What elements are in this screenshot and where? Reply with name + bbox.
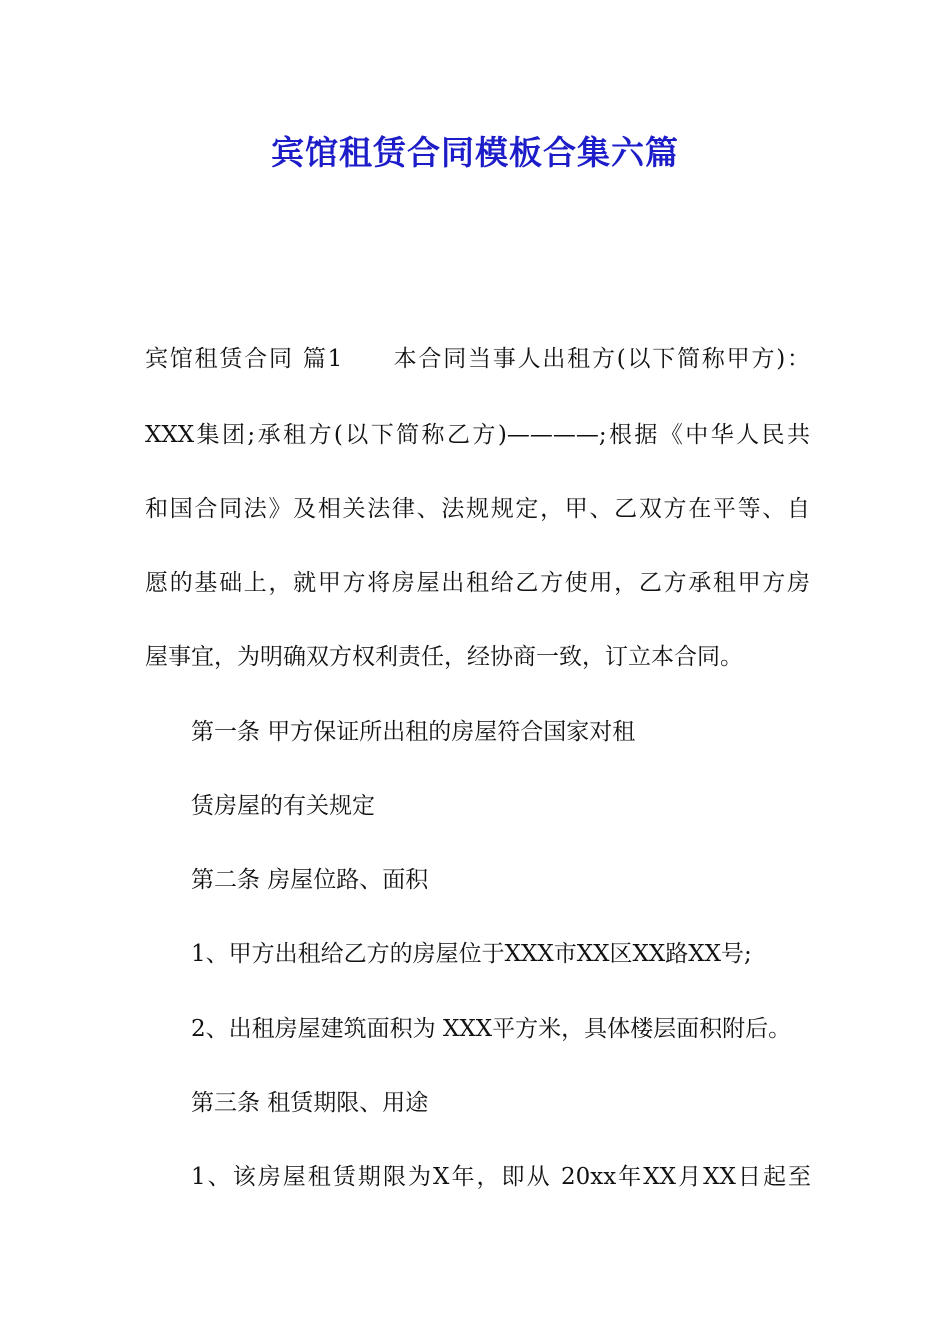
article-heading: 第一条 甲方保证所出租的房屋符合国家对租	[191, 719, 636, 745]
clause-line: 1、甲方出租给乙方的房屋位于XXX市XX区XX路XX号;	[191, 941, 752, 967]
paragraph-line: 宾馆租赁合同 篇1 本合同当事人出租方(以下简称甲方)：	[145, 346, 810, 372]
paragraph-line: 赁房屋的有关规定	[191, 793, 375, 819]
paragraph-line: 屋事宜，为明确双方权利责任，经协商一致，订立本合同。	[145, 644, 743, 670]
article-heading: 第二条 房屋位路、面积	[191, 867, 429, 893]
paragraph-line: 愿的基础上，就甲方将房屋出租给乙方使用，乙方承租甲方房	[145, 570, 810, 596]
paragraph-line: 和国合同法》及相关法律、法规规定，甲、乙双方在平等、自	[145, 496, 810, 522]
clause-line: 2、出租房屋建筑面积为 XXX平方米，具体楼层面积附后。	[191, 1016, 792, 1042]
document-title: 宾馆租赁合同模板合集六篇	[271, 133, 679, 172]
paragraph-line: XXX集团;承租方(以下简称乙方)————;根据《中华人民共	[145, 422, 810, 448]
clause-line: 1、该房屋租赁期限为X年，即从 20xx年XX月XX日起至	[191, 1164, 811, 1190]
article-heading: 第三条 租赁期限、用途	[191, 1090, 429, 1116]
